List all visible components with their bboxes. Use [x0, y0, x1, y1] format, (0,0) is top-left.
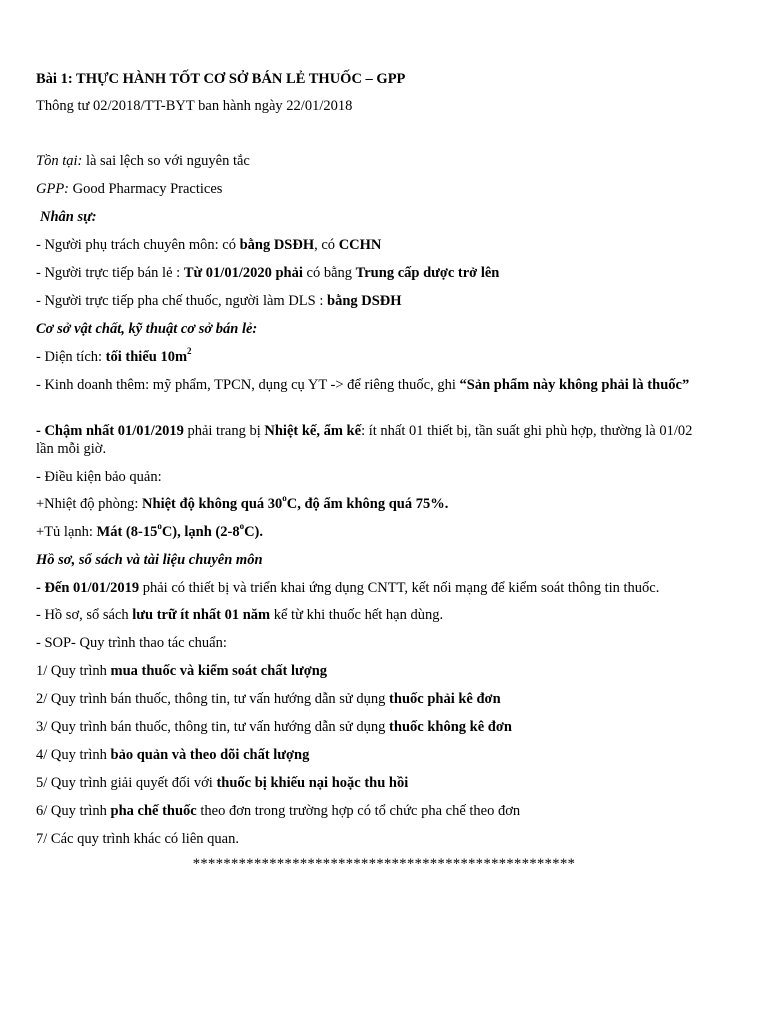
list-item: - Người phụ trách chuyên môn: có bằng DSĐH, có CCHN [36, 237, 382, 253]
list-item: - Chậm nhất 01/01/2019 phải trang bị Nhiệt kế, ẩm kế: ít nhất 01 thiết bị, tần suất ghi phù hợp, thường là 01/02 lần mỗi giờ. [36, 423, 693, 457]
definition-gpp: GPP: Good Pharmacy Practices [36, 181, 223, 197]
list-item: - Điều kiện bảo quản: [36, 469, 162, 485]
list-item: - SOP- Quy trình thao tác chuẩn: [36, 635, 227, 651]
list-item: 3/ Quy trình bán thuốc, thông tin, tư vấn hướng dẫn sử dụng thuốc không kê đơn [36, 719, 512, 735]
page-title: Bài 1: THỰC HÀNH TỐT CƠ SỞ BÁN LẺ THUỐC – GPP [36, 71, 406, 87]
list-item: - Kinh doanh thêm: mỹ phẩm, TPCN, dụng cụ YT -> để riêng thuốc, ghi “Sản phẩm này không phải là thuốc” [36, 377, 690, 393]
list-item: 4/ Quy trình bảo quản và theo dõi chất lượng [36, 747, 310, 763]
section-heading-ho-so: Hồ sơ, sổ sách và tài liệu chuyên môn [36, 552, 263, 568]
section-heading-nhan-su: Nhân sự: [40, 209, 97, 225]
list-item: - Diện tích: tối thiểu $10m^2$ [36, 346, 192, 365]
definition-ton-tai: Tồn tại: là sai lệch so với nguyên tắc [36, 153, 250, 169]
list-item: - Hồ sơ, sổ sách lưu trữ ít nhất 01 năm kể từ khi thuốc hết hạn dùng. [36, 607, 444, 623]
list-item: +Tủ lạnh: Mát (8-15$^o$C), lạnh (2-8$^o$C). [36, 521, 264, 540]
list-item: +Nhiệt độ phòng: Nhiệt độ không quá 30$^o$C, độ ẩm không quá 75%. [36, 493, 449, 512]
list-item: 7/ Các quy trình khác có liên quan. [36, 831, 239, 847]
list-item: 5/ Quy trình giải quyết đối với thuốc bị khiếu nại hoặc thu hồi [36, 775, 409, 791]
list-item: 2/ Quy trình bán thuốc, thông tin, tư vấn hướng dẫn sử dụng thuốc phải kê đơn [36, 691, 501, 707]
list-item: 6/ Quy trình pha chế thuốc theo đơn trong trường hợp có tổ chức pha chế theo đơn [36, 803, 521, 819]
list-item: - Người trực tiếp pha chế thuốc, người làm DLS : bằng DSĐH [36, 293, 402, 309]
list-item: 1/ Quy trình mua thuốc và kiểm soát chất lượng [36, 663, 328, 679]
list-item: - Người trực tiếp bán lẻ : Từ 01/01/2020 phải có bằng Trung cấp dược trở lên [36, 265, 500, 281]
list-item: - Đến 01/01/2019 phải có thiết bị và triển khai ứng dụng CNTT, kết nối mạng để kiểm soát thông tin thuốc. [36, 580, 660, 596]
page-subtitle: Thông tư 02/2018/TT-BYT ban hành ngày 22/01/2018 [36, 98, 353, 114]
separator-stars: ************************************************** [192, 856, 576, 872]
section-heading-co-so: Cơ sở vật chất, kỹ thuật cơ sở bán lẻ: [36, 321, 258, 337]
